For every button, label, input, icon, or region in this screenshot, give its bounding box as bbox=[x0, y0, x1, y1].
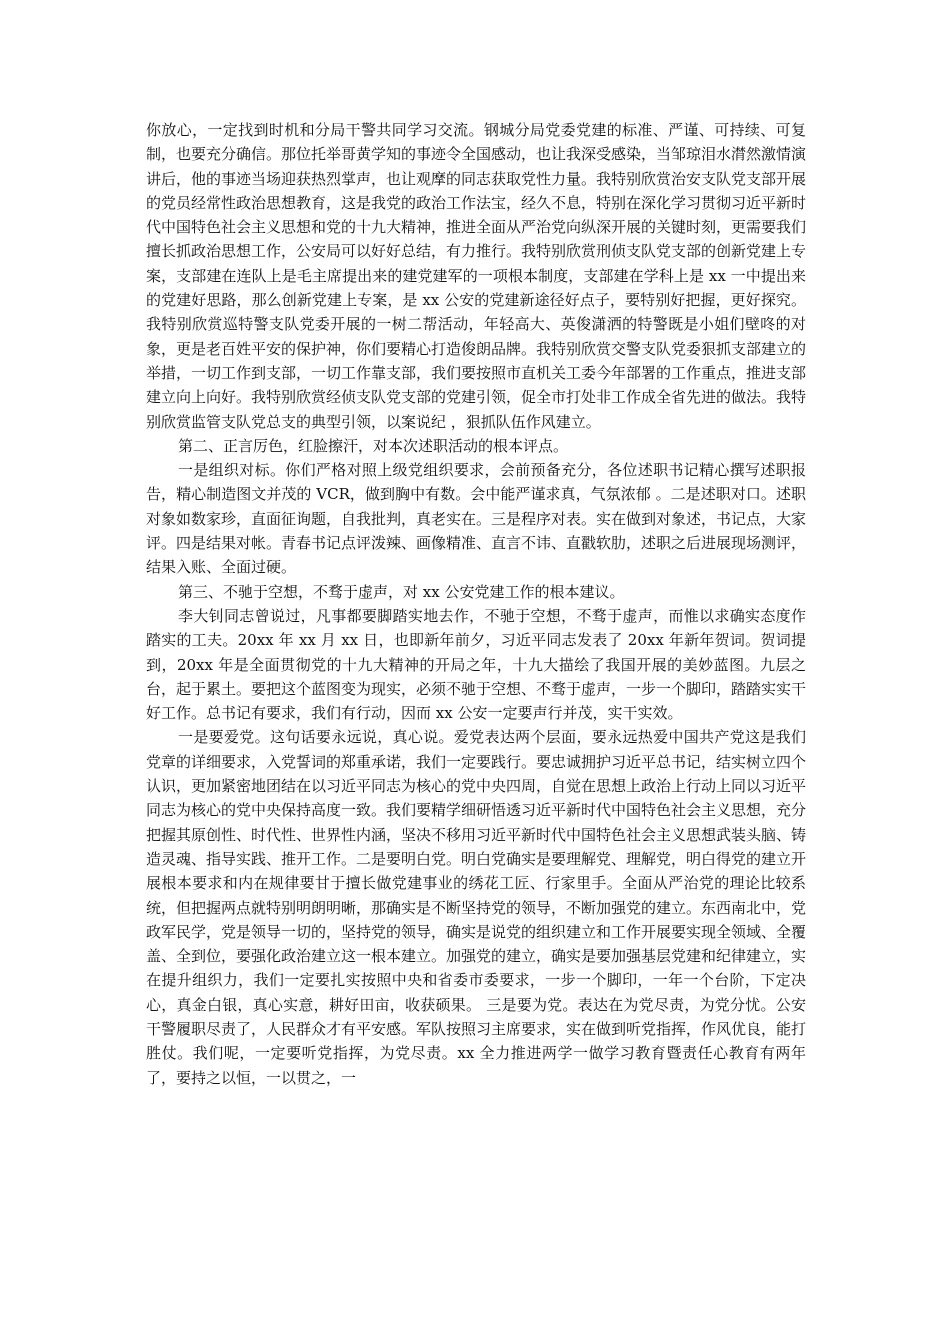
paragraph-2-heading: 第二、正言厉色，红脸擦汗，对本次述职活动的根本评点。 bbox=[178, 436, 569, 455]
paragraph-4-heading: 第三、不驰于空想，不骛于虚声，对 xx 公安党建工作的根本建议。 bbox=[178, 582, 625, 601]
paragraph-6: 一是要爱党。这句话要永远说，真心说。爱党表达两个层面，要永远热爱中国共产党这是我们党章的详细要求，入党誓词的郑重承诺，我们一定要践行。要忠诚拥护习近平总书记，结实树立四个认识，更加紧密地团结在以习近平同志为核心的党中央四周，自觉在思想上政治上行动上同以习近平同志为核心的党中央保持高度一致。我们要精学细研悟透习近平新时代中国特色社会主义思想，充分把握其原创性、时代性、世界性内涵，坚决不移用习近平新时代中国特色社会主义思想武装头脑、铸造灵魂、指导实践、推开工作。二是要明白党。明白党确实是要理解党、理解党，明白得党的建立开展根本要求和内在规律要甘于擅长做党建事业的绣花工匠、行家里手。全面从严治党的理论比较系统，但把握两点就特别明朗明晰，那确实是不断坚持党的领导，不断加强党的建立。东西南北中，党政军民学，党是领导一切的，坚持党的领导，确实是说党的组织建立和工作开展要实现全领域、全覆盖、全到位，要强化政治建立这一根本建立。加强党的建立，确实是要加强基层党建和纪律建立，实在提升组织力，我们一定要扎实按照中央和省委市委要求，一步一个脚印，一年一个台阶，下定决心，真金白银，真心实意，耕好田亩，收获硕果。 三是要为党。表达在为党尽责，为党分忧。公安干警履职尽责了，人民群众才有平安感。军队按照习主席要求，实在做到听党指挥，作风优良，能打胜仗。我们呢，一定要听党指挥，为党尽责。xx 全力推进两学一做学习教育暨责任心教育有两年了，要持之以恒，一以贯之，一 bbox=[146, 728, 807, 1087]
document-page bbox=[146, 118, 806, 1090]
paragraph-1: 你放心，一定找到时机和分局干警共同学习交流。钢城分局党委党建的标准、严谨、可持续、可复制，也要充分确信。那位托举哥黄学知的事迹令全国感动，也让我深受感染，当邹琼泪水潸然激情演讲后，他的事迹当场迎获热烈掌声，也让观摩的同志获取党性力量。我特别欣赏治安支队党支部开展的党员经常性政治思想教育，这是我党的政治工作法宝，经久不息，特别在深化学习贯彻习近平新时代中国特色社会主义思想和党的十九大精神，推进全面从严治党向纵深开展的关键时刻，更需要我们擅长抓政治思想工作，公安局可以好好总结，有力推行。我特别欣赏刑侦支队党支部的创新党建上专案，支部建在连队上是毛主席提出来的建党建军的一项根本制度，支部建在学科上是 xx 一中提出来的党建好思路，那么创新党建上专案，是 xx 公安的党建新途径好点子，要特别好把握，更好探究。我特别欣赏巡特警支队党委开展的一树二帮活动，年轻高大、英俊潇洒的特警既是小姐们壁咚的对象，更是老百姓平安的保护神，你们要精心打造俊朗品牌。我特别欣赏交警支队党委狠抓支部建立的举措，一切工作到支部，一切工作靠支部，我们要按照市直机关工委今年部署的工作重点，推进支部建立向上向好。我特别欣赏经侦支队党支部的党建引领，促全市打处非工作成全省先进的做法。我特别欣赏监管支队党总支的典型引领，以案说纪 ，狠抓队伍作风建立。 bbox=[146, 121, 807, 431]
paragraph-5: 李大钊同志曾说过，凡事都要脚踏实地去作，不驰于空想，不骛于虚声，而惟以求确实态度作踏实的工夫。20xx 年 xx 月 xx 日，也即新年前夕，习近平同志发表了 20xx 年新年贺词。贺词提到，20xx 年是全面贯彻党的十九大精神的开局之年，十九大描绘了我国开展的美妙蓝图。九层之台，起于累土。要把这个蓝图变为现实，必须不驰于空想、不骛于虚声，一步一个脚印，踏踏实实干好工作。总书记有要求，我们有行动，因而 xx 公安一定要声行并茂，实干实效。 bbox=[146, 606, 807, 723]
paragraph-3: 一是组织对标。你们严格对照上级党组织要求，会前预备充分，各位述职书记精心撰写述职报告，精心制造图文并茂的 VCR，做到胸中有数。会中能严谨求真，气氛浓郁 。二是述职对口。述职对象如数家珍，直面征询题，自我批判，真老实在。三是程序对表。实在做到对象述，书记点，大家评。四是结果对帐。青春书记点评泼辣、画像精准、直言不讳、直戳软肋，述职之后进展现场测评，结果入账、全面过硬。 bbox=[146, 461, 807, 577]
